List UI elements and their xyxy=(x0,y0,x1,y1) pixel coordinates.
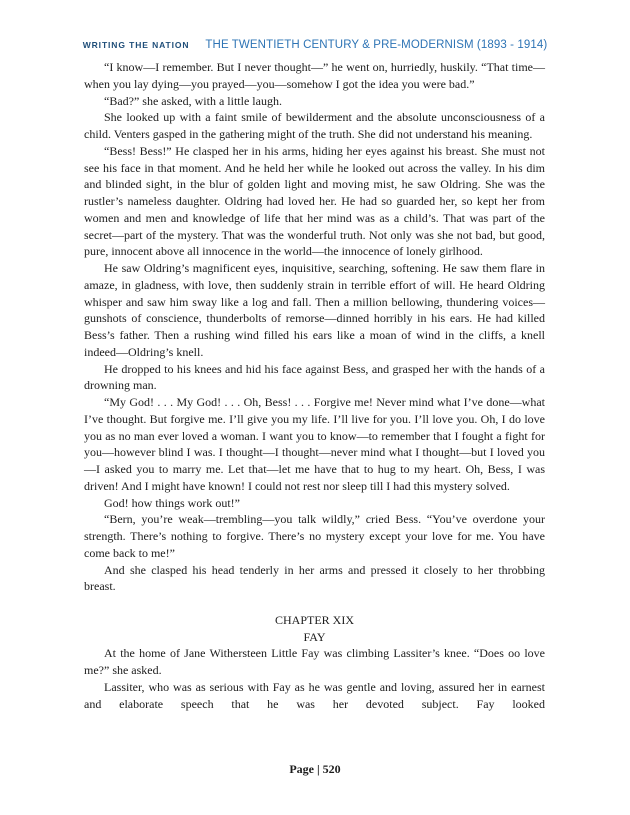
paragraph: “Bess! Bess!” He clasped her in his arms, hiding her eyes against his breast. She must not see his face in that moment. And he held her while he looked out across the valley. In his dim and blinded sight, in the blur of golden light and moving mist, he saw Oldring. She was the rustler’s nameless daughter. Oldring had loved her. He had so guarded her, so kept her from women and men and knowledge of life that her mind was as a child’s. That was part of the secret—part of the mystery. That was the wonderful truth. Not only was she not bad, but good, pure, innocent above all innocence in the world—the innocence of lonely girlhood. xyxy=(84,143,545,259)
paragraph: At the home of Jane Withersteen Little Fay was climbing Lassiter’s knee. “Does oo love me?” she asked. xyxy=(84,646,545,677)
paragraph: She looked up with a faint smile of bewilderment and the absolute unconsciousness of a child. Venters gasped in the gathering might of the truth. She did not understand his meaning. xyxy=(84,110,545,141)
paragraph: “Bad?” she asked, with a little laugh. xyxy=(104,93,282,108)
chapter-subtitle: FAY xyxy=(303,629,326,644)
text-block-before-chapter xyxy=(84,59,545,595)
paragraph: He dropped to his knees and hid his face against Bess, and grasped her with the hands of a drowning man. xyxy=(84,361,545,393)
paragraph: “Bern, you’re weak—trembling—you talk wildly,” cried Bess. “You’ve overdone your strength. There’s nothing to forgive. There’s no mystery except your love for me. You have come back to me!” xyxy=(84,512,545,560)
page-body xyxy=(84,59,545,712)
paragraph: And she clasped his head tenderly in her arms and pressed it closely to her throbbing breast. xyxy=(84,562,545,594)
paragraph: “My God! . . . My God! . . . Oh, Bess! . . . Forgive me! Never mind what I’ve done—what I’ve thought. But forgive me. I’ll give you my life. I’ll live for you. I’ll love you. Oh, I do love you as no man ever loved a woman. I want you to know—to remember that I fought a fight for you—however blind I was. I thought—I thought—never mind what I thought—but I loved you—I asked you to marry me. Let that—let me have that to hug to my heart. Oh, Bess, I was driven! And I might have known! I could not rest nor sleep till I had this mystery solved. xyxy=(84,395,545,493)
header-series-title: WRITING THE NATION xyxy=(82,40,190,50)
chapter-heading-block xyxy=(84,612,545,646)
header-section-title: THE TWENTIETH CENTURY & PRE-MODERNISM (1893 - 1914) xyxy=(205,39,548,51)
paragraph: God! how things work out!” xyxy=(104,495,240,510)
page-footer xyxy=(0,762,630,777)
page-number: Page | 520 xyxy=(289,762,341,776)
paragraph: Lassiter, who was as serious with Fay as he was gentle and loving, assured her in earnest and elaborate speech that he was her devoted subject. Fay looked xyxy=(84,679,545,711)
paragraph: He saw Oldring’s magnificent eyes, inquisitive, searching, softening. He saw them flare in amaze, in gladness, with love, then suddenly strain in terrible effort of will. He heard Oldring whisper and saw him sway like a log and fall. Then a million bellowing, thundering voices—gunshots of conscience, thunderbolts of remorse—dinned horribly in his ears. He had killed Bess’s father. Then a rushing wind filled his ears like a moan of wind in the cliffs, a knell indeed—Oldring’s knell. xyxy=(84,261,545,359)
paragraph: “I know—I remember. But I never thought—” he went on, hurriedly, huskily. “That time—when you lay dying—you prayed—you—somehow I got the idea you were bad.” xyxy=(84,60,545,91)
chapter-title: CHAPTER XIX xyxy=(274,612,354,627)
text-block-after-chapter xyxy=(84,645,545,712)
page-header xyxy=(0,39,630,51)
